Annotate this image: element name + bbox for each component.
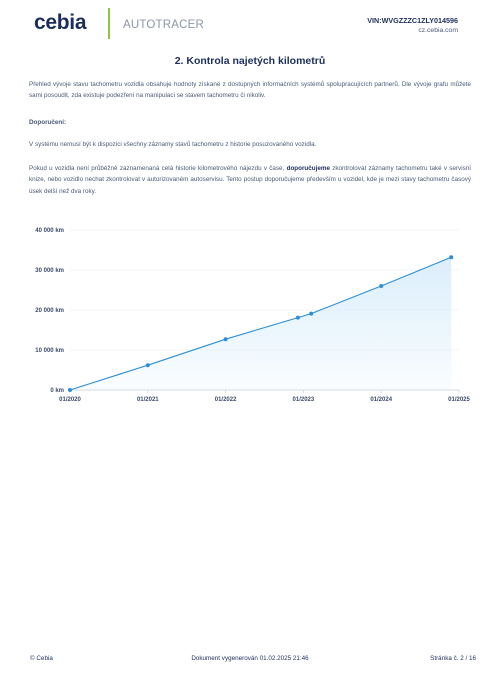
y-tick-label: 20 000 km <box>35 308 64 314</box>
section-title: 2. Kontrola najetých kilometrů <box>174 55 326 67</box>
odometer-chart <box>20 220 480 410</box>
recommendation-text-end: zkontrolovat záznamy tachometru také v servisní knize, nebo vozidlo nechat zkontrolovat v autorizovaném autoservisu. Tento postup doporučujeme především u vozidel, kde je mezi stavy tachometru časový úsek delší než dva roky. <box>29 165 471 195</box>
logo-divider <box>108 8 110 39</box>
cebia-logo: cebia <box>34 11 87 34</box>
odometer-chart-svg <box>20 220 480 410</box>
recommendation-emphasis: doporučujeme <box>286 165 330 172</box>
data-point <box>449 255 453 259</box>
footer-page-number: Stránka č. 2 / 16 <box>430 655 476 662</box>
x-tick-label: 01/2025 <box>448 397 470 403</box>
data-point <box>309 312 313 316</box>
recommendation-text-start: Pokud u vozidla není průběžně zaznamenaná celá historie kilometrového nájezdu v čase, <box>29 165 287 172</box>
data-point <box>224 337 228 341</box>
y-tick-label: 0 km <box>50 388 64 394</box>
x-tick-label: 01/2022 <box>214 397 237 403</box>
report-header <box>0 0 500 48</box>
data-point <box>146 363 150 367</box>
y-tick-label: 40 000 km <box>35 228 64 234</box>
area-fill <box>70 257 451 390</box>
footer-generated: Dokument vygenerován 01.02.2025 21:46 <box>191 655 309 662</box>
site-url: cz.cebia.com <box>418 27 458 34</box>
x-tick-label: 01/2024 <box>370 397 393 403</box>
x-tick-label: 01/2020 <box>59 397 81 403</box>
intro-paragraph: Přehled vývoje stavu tachometru vozidla obsahuje hodnoty získané z dostupných informačních systémů spolupracujících partnerů. Dle vývoje grafu můžete sami posoudit, zda existuje podezření na manipulaci se stavem tachometru či nikoliv. <box>29 81 471 100</box>
x-tick-label: 01/2021 <box>136 397 159 403</box>
vin-label: VIN:WVGZZZC1ZLY014596 <box>367 16 458 25</box>
recommendation-paragraph-1: V systému nemusí být k dispozici všechny záznamy stavů tachometru z historie posuzovaného vozidla. <box>29 141 317 148</box>
data-point <box>296 316 300 320</box>
y-tick-label: 30 000 km <box>35 268 64 274</box>
recommendation-paragraph-2 <box>29 163 471 197</box>
recommendation-heading: Doporučení: <box>29 119 67 126</box>
x-tick-label: 01/2023 <box>292 397 315 403</box>
product-name: AUTOTRACER <box>123 19 205 31</box>
data-point <box>379 284 383 288</box>
y-tick-label: 10 000 km <box>35 348 64 354</box>
data-point <box>68 388 72 392</box>
footer-copyright: © Cebia <box>30 655 53 662</box>
